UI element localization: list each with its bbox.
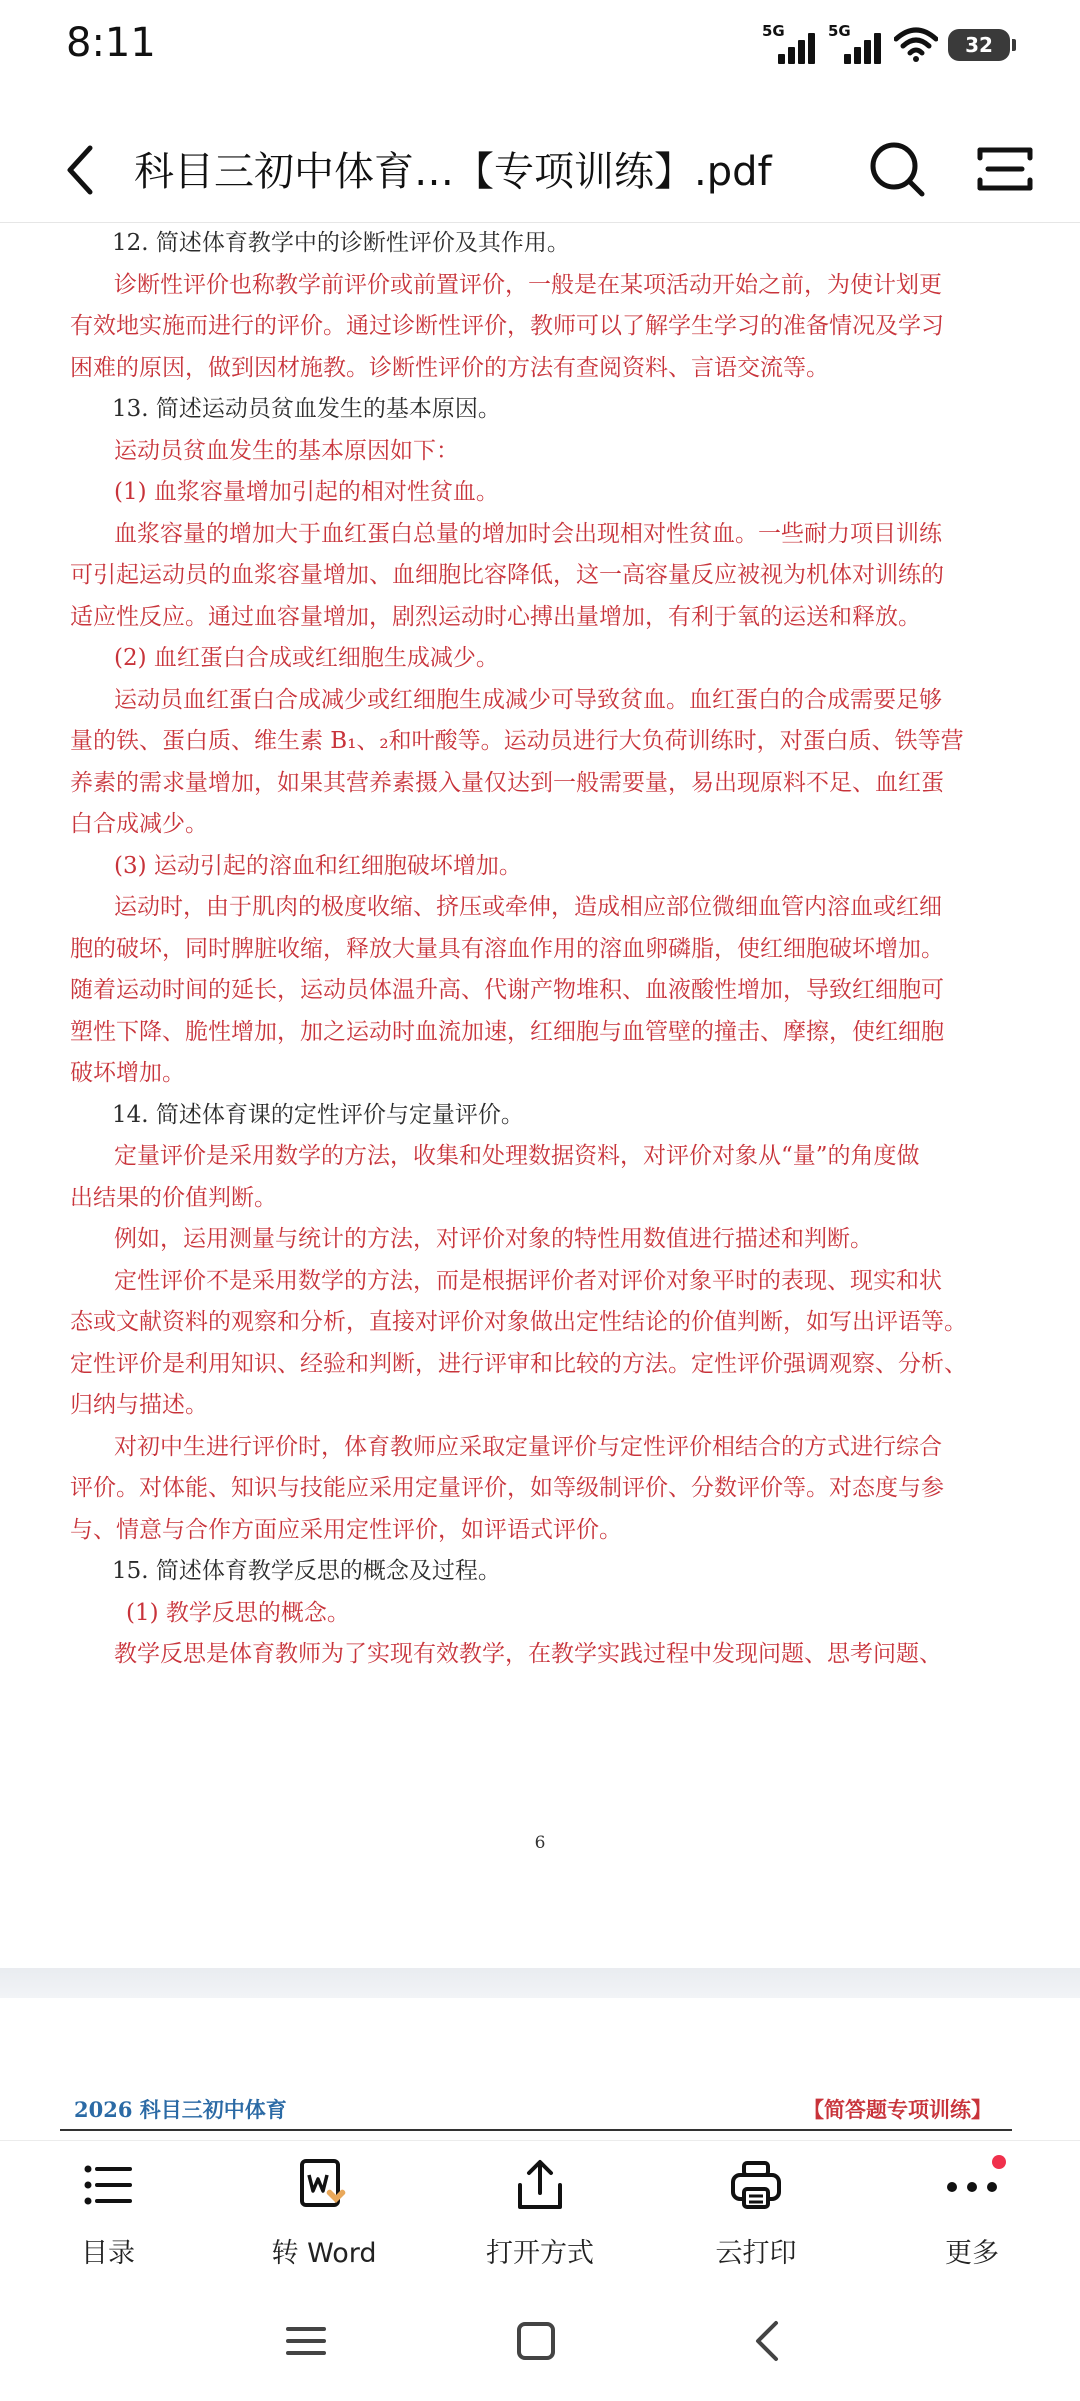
answer-line: 定量评价是采用数学的方法，收集和处理数据资料，对评价对象从“量”的角度做 — [114, 1143, 920, 1169]
pdf-text-content — [70, 223, 1010, 1676]
open-with-label: 打开方式 — [486, 2238, 594, 2269]
question-line: 15. 简述体育教学反思的概念及过程。 — [112, 1558, 501, 1584]
answer-line: 量的铁、蛋白质、维生素 B₁、₂和叶酸等。运动员进行大负荷训练时，对蛋白质、铁等营 — [70, 728, 964, 754]
answer-line: 归纳与描述。 — [70, 1392, 208, 1418]
more-dots-icon — [944, 2157, 1000, 2213]
home-icon[interactable] — [506, 2311, 566, 2371]
question-line: 13. 简述运动员贫血发生的基本原因。 — [112, 396, 501, 422]
document-title: 科目三初中体育…【专项训练】.pdf — [134, 149, 772, 195]
page-number: 6 — [534, 1833, 546, 1853]
answer-line: (3) 运动引起的溶血和红细胞破坏增加。 — [114, 852, 522, 879]
open-with-button[interactable] — [440, 2141, 640, 2281]
to-word-label: 转 Word — [271, 2238, 377, 2269]
next-page-header-right: 【简答题专项训练】 — [803, 2097, 992, 2122]
to-word-button[interactable] — [224, 2141, 424, 2281]
answer-line: 出结果的价值判断。 — [70, 1184, 277, 1211]
answer-line: 定性评价是利用知识、经验和判断，进行评审和比较的方法。定性评价强调观察、分析、 — [70, 1350, 967, 1377]
answer-line: 诊断性评价也称教学前评价或前置评价，一般是在某项活动开始之前，为使计划更 — [114, 271, 942, 298]
share-icon — [512, 2157, 568, 2213]
header-rule — [60, 2129, 1012, 2131]
status-time: 8:11 — [66, 20, 156, 66]
back-arrow-icon[interactable] — [56, 138, 106, 202]
bottom-toolbar — [0, 2140, 1080, 2281]
cloud-print-button[interactable] — [656, 2141, 856, 2281]
question-line: 12. 简述体育教学中的诊断性评价及其作用。 — [112, 230, 570, 256]
answer-line: 运动员血红蛋白合成减少或红细胞生成减少可导致贫血。血红蛋白的合成需要足够 — [114, 686, 942, 713]
answer-line: 养素的需求量增加，如果其营养素摄入量仅达到一般需要量，易出现原料不足、血红蛋 — [70, 769, 944, 796]
answer-line: 与、情意与合作方面应采用定性评价，如评语式评价。 — [70, 1516, 622, 1543]
more-label: 更多 — [945, 2238, 999, 2269]
answer-line: 态或文献资料的观察和分析，直接对评价对象做出定性结论的价值判断，如写出评语等。 — [70, 1309, 967, 1335]
answer-line: 胞的破坏，同时脾脏收缩，释放大量具有溶血作用的溶血卵磷脂，使红细胞破坏增加。 — [70, 935, 944, 962]
collapse-menu-icon[interactable] — [970, 134, 1040, 204]
back-nav-icon[interactable] — [738, 2311, 798, 2371]
answer-line: 运动时，由于肌肉的极度收缩、挤压或牵伸，造成相应部位微细血管内溶血或红细 — [114, 894, 942, 920]
toc-button[interactable] — [8, 2141, 208, 2281]
word-convert-icon — [296, 2157, 352, 2213]
more-button[interactable] — [872, 2141, 1072, 2281]
recent-apps-icon[interactable] — [276, 2311, 336, 2371]
answer-line: 有效地实施而进行的评价。通过诊断性评价，教师可以了解学生学习的准备情况及学习 — [70, 313, 944, 339]
answer-line: 血浆容量的增加大于血红蛋白总量的增加时会出现相对性贫血。一些耐力项目训练 — [114, 520, 942, 547]
printer-icon — [728, 2157, 784, 2213]
signal-icon — [828, 22, 884, 64]
signal-icon — [762, 22, 818, 64]
status-icons — [762, 22, 1010, 64]
answer-line: 白合成减少。 — [70, 811, 208, 837]
next-page-header — [0, 1998, 1080, 2138]
answer-line: 适应性反应。通过血容量增加，剧烈运动时心搏出量增加，有利于氧的运送和释放。 — [70, 603, 921, 630]
answer-line: 塑性下降、脆性增加，加之运动时血流加速，红细胞与血管壁的撞击、摩擦，使红细胞 — [70, 1018, 944, 1045]
pdf-page[interactable] — [0, 223, 1080, 1973]
signal-label: 5G — [828, 22, 851, 40]
answer-line: 破坏增加。 — [70, 1060, 185, 1086]
system-nav-bar — [0, 2281, 1080, 2401]
answer-line: 教学反思是体育教师为了实现有效教学，在教学实践过程中发现问题、思考问题、 — [114, 1641, 942, 1667]
title-bar — [0, 120, 1080, 220]
answer-line: (2) 血红蛋白合成或红细胞生成减少。 — [114, 645, 499, 671]
answer-line: 例如，运用测量与统计的方法，对评价对象的特性用数值进行描述和判断。 — [114, 1226, 873, 1252]
search-icon[interactable] — [862, 134, 932, 204]
answer-line: (1) 血浆容量增加引起的相对性贫血。 — [114, 479, 499, 505]
cloud-print-label: 云打印 — [715, 2238, 797, 2269]
answer-line: 评价。对体能、知识与技能应采用定量评价，如等级制评价、分数评价等。对态度与参 — [70, 1475, 944, 1501]
answer-line: 对初中生进行评价时，体育教师应采取定量评价与定性评价相结合的方式进行综合 — [114, 1433, 942, 1460]
answer-line: 运动员贫血发生的基本原因如下： — [114, 437, 459, 464]
list-icon — [80, 2157, 136, 2213]
answer-line: 定性评价不是采用数学的方法，而是根据评价者对评价对象平时的表现、现实和状 — [114, 1267, 942, 1294]
notification-dot — [992, 2155, 1006, 2169]
toc-label: 目录 — [81, 2238, 135, 2269]
battery-icon — [948, 29, 1010, 61]
wifi-icon — [894, 27, 938, 63]
next-page-header-left: 2026 科目三初中体育 — [74, 2097, 287, 2122]
question-line: 14. 简述体育课的定性评价与定量评价。 — [112, 1101, 524, 1128]
signal-label: 5G — [762, 22, 785, 40]
battery-level: 32 — [965, 33, 993, 57]
page-separator — [0, 1968, 1080, 1998]
answer-line: 可引起运动员的血浆容量增加、血细胞比容降低，这一高容量反应被视为机体对训练的 — [70, 562, 944, 588]
answer-line: 随着运动时间的延长，运动员体温升高、代谢产物堆积、血液酸性增加，导致红细胞可 — [70, 977, 944, 1003]
status-bar — [0, 0, 1080, 100]
answer-line: 困难的原因，做到因材施教。诊断性评价的方法有查阅资料、言语交流等。 — [70, 354, 829, 381]
answer-line: (1) 教学反思的概念。 — [126, 1599, 350, 1626]
